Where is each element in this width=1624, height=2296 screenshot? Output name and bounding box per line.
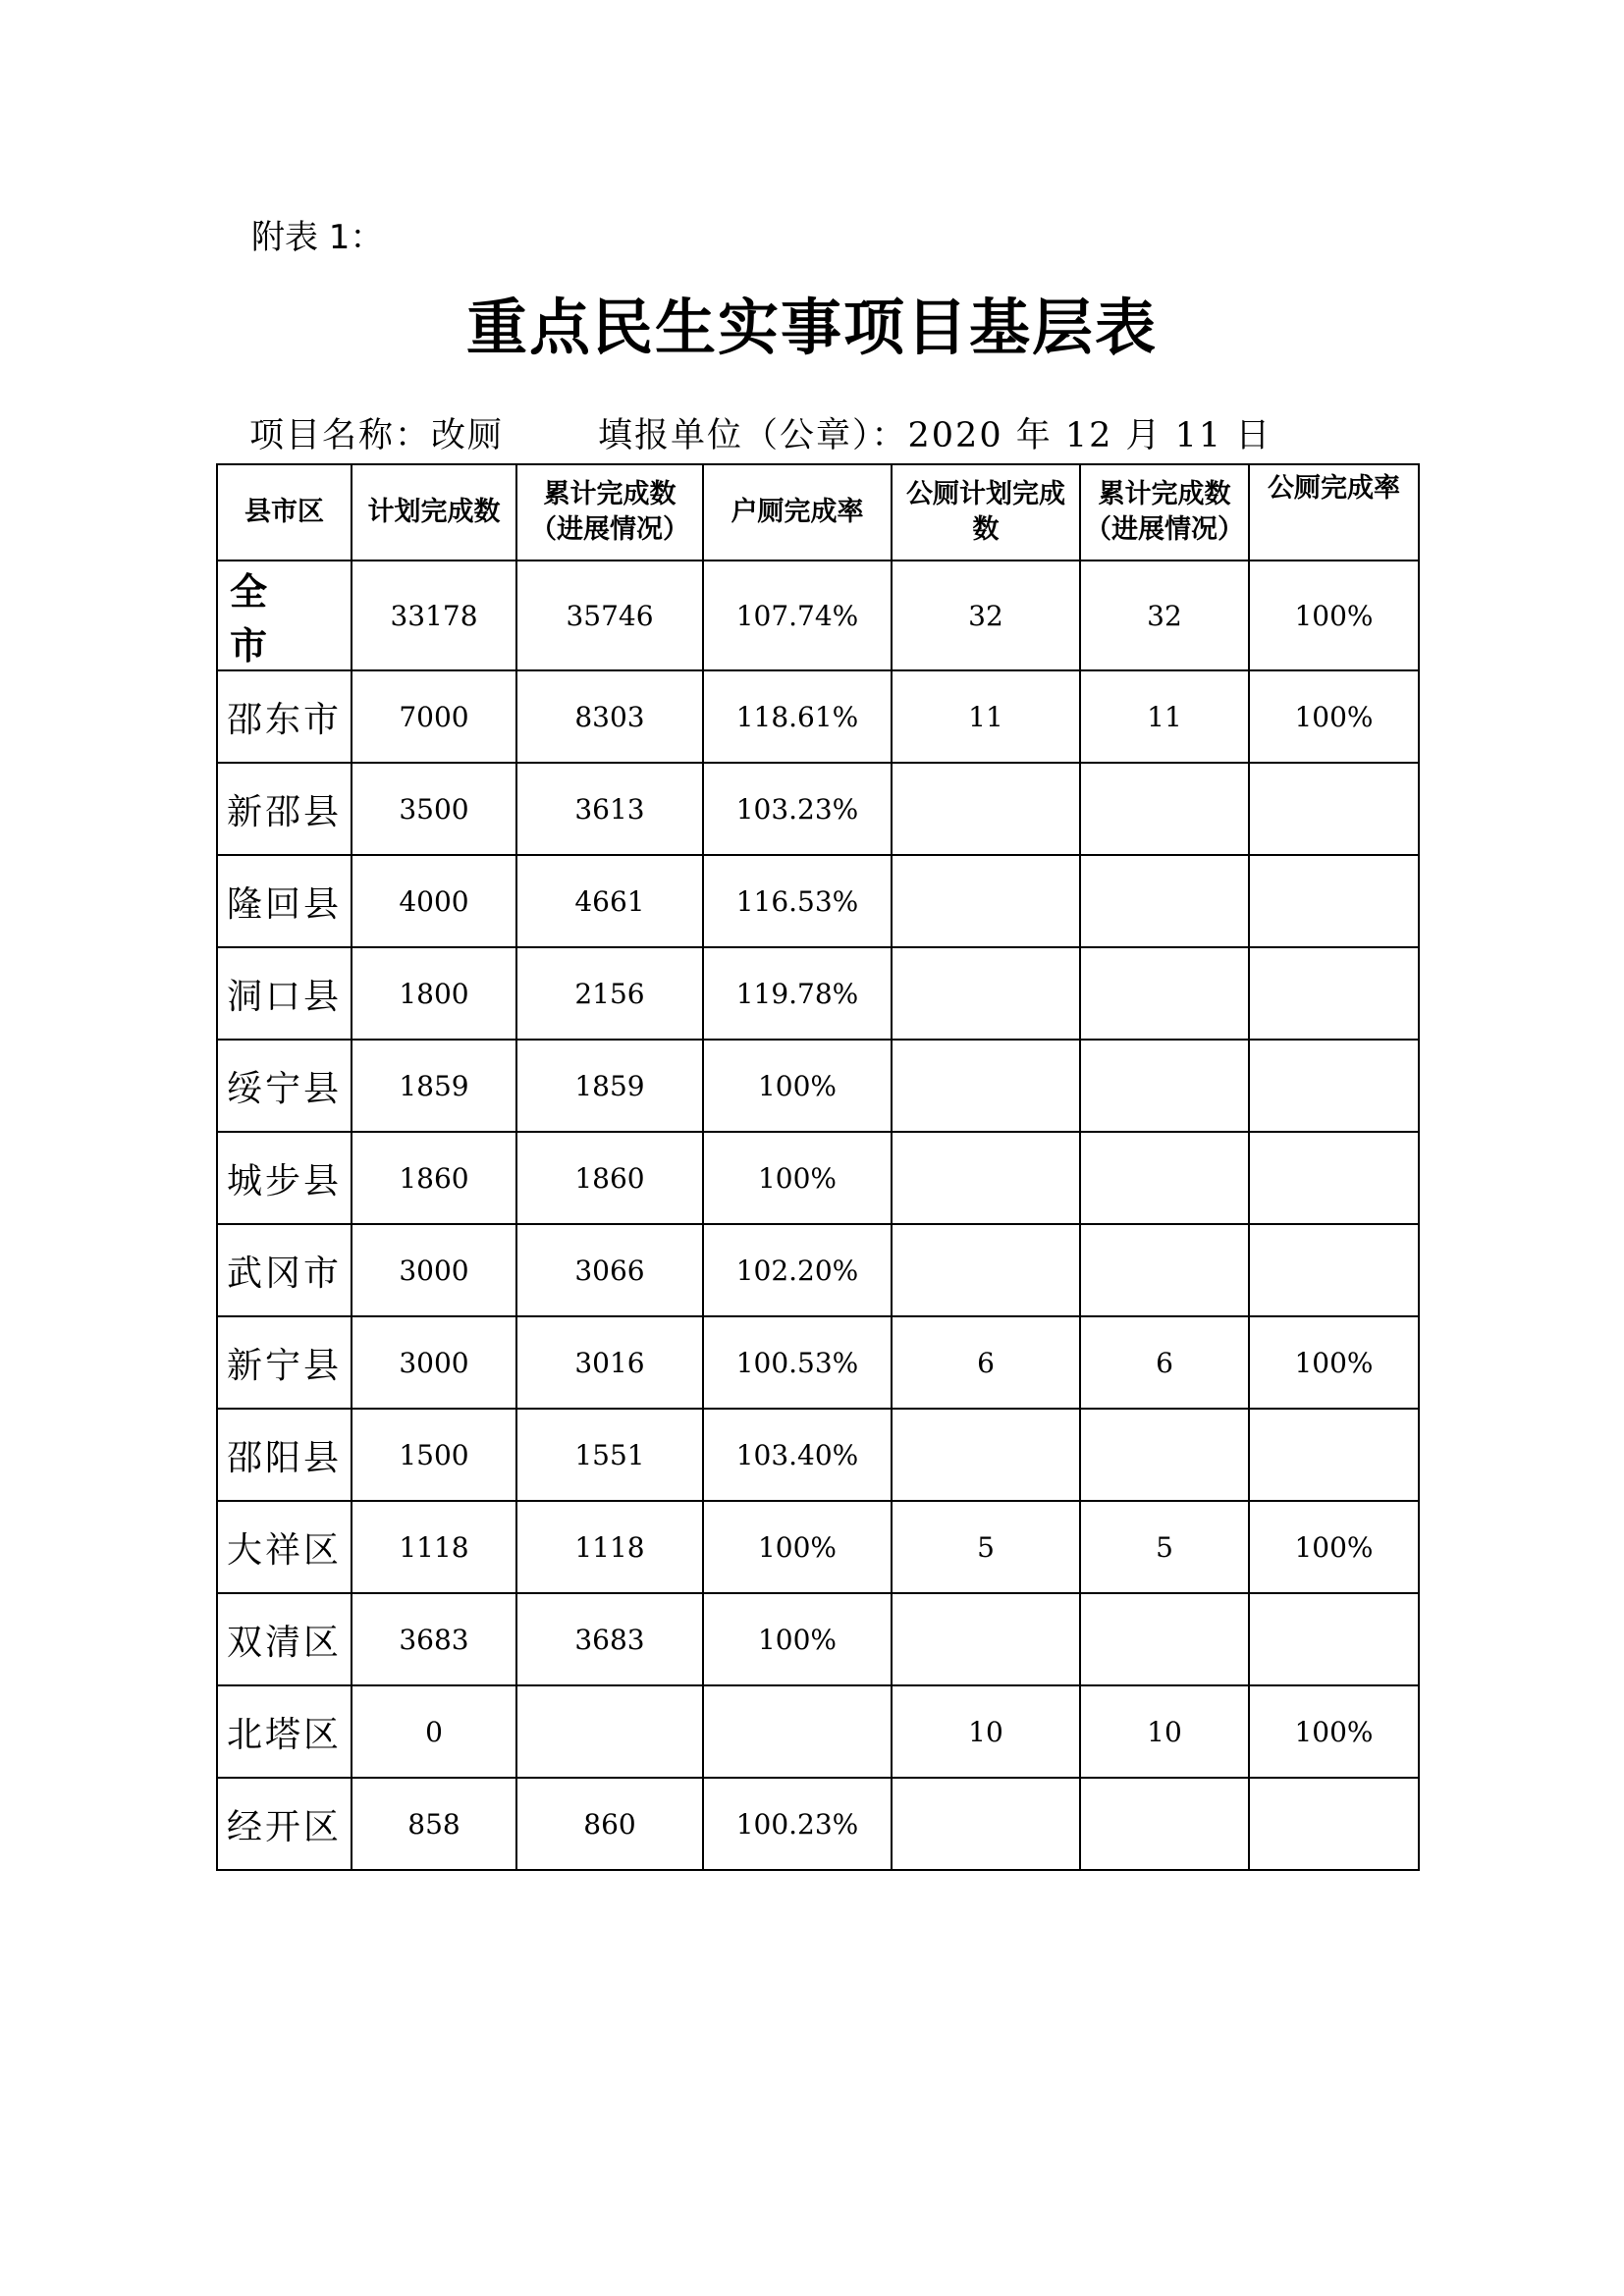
cell-public-cumulative-count: 32 bbox=[1080, 561, 1249, 670]
cell-county-name: 全市 bbox=[217, 561, 352, 670]
cell-public-cumulative-count bbox=[1080, 1040, 1249, 1132]
table-row bbox=[217, 670, 1419, 763]
cell-public-rate: 100% bbox=[1249, 1685, 1419, 1778]
cell-public-cumulative-count bbox=[1080, 855, 1249, 947]
cell-county-name: 洞口县 bbox=[217, 947, 352, 1040]
cell-public-planned-count bbox=[892, 1409, 1080, 1501]
column-header-public-rate: 公厕完成率 bbox=[1249, 464, 1419, 561]
cell-public-rate: 100% bbox=[1249, 670, 1419, 763]
column-header-county: 县市区 bbox=[217, 464, 352, 561]
cell-public-cumulative-count bbox=[1080, 1409, 1249, 1501]
cell-public-planned-count bbox=[892, 1224, 1080, 1316]
cell-household-rate: 103.23% bbox=[703, 763, 892, 855]
cell-public-cumulative-count bbox=[1080, 763, 1249, 855]
cell-planned-count: 0 bbox=[352, 1685, 516, 1778]
table-row bbox=[217, 1409, 1419, 1501]
column-header-planned: 计划完成数 bbox=[352, 464, 516, 561]
table-row-total bbox=[217, 561, 1419, 670]
cell-public-planned-count: 10 bbox=[892, 1685, 1080, 1778]
cell-household-rate: 100% bbox=[703, 1501, 892, 1593]
cell-cumulative-count: 3613 bbox=[516, 763, 703, 855]
cell-public-planned-count: 5 bbox=[892, 1501, 1080, 1593]
cell-household-rate: 116.53% bbox=[703, 855, 892, 947]
cell-public-rate bbox=[1249, 1040, 1419, 1132]
cell-public-planned-count bbox=[892, 855, 1080, 947]
project-name-label: 项目名称：改厕 bbox=[249, 416, 505, 455]
cell-county-name: 新邵县 bbox=[217, 763, 352, 855]
cell-cumulative-count: 3066 bbox=[516, 1224, 703, 1316]
column-header-public-cumulative: 累计完成数 （进展情况） bbox=[1080, 464, 1249, 561]
cell-cumulative-count: 3016 bbox=[516, 1316, 703, 1409]
cell-public-cumulative-count bbox=[1080, 1132, 1249, 1224]
cell-county-name: 双清区 bbox=[217, 1593, 352, 1685]
cell-planned-count: 3000 bbox=[352, 1316, 516, 1409]
cell-public-planned-count bbox=[892, 947, 1080, 1040]
cell-household-rate: 100% bbox=[703, 1132, 892, 1224]
table-body bbox=[217, 561, 1419, 1870]
cell-public-rate bbox=[1249, 763, 1419, 855]
cell-county-name: 绥宁县 bbox=[217, 1040, 352, 1132]
table-row bbox=[217, 947, 1419, 1040]
cell-household-rate: 100.53% bbox=[703, 1316, 892, 1409]
cell-planned-count: 7000 bbox=[352, 670, 516, 763]
cell-cumulative-count: 1860 bbox=[516, 1132, 703, 1224]
progress-table bbox=[216, 463, 1420, 1871]
cell-planned-count: 3683 bbox=[352, 1593, 516, 1685]
cell-planned-count: 1500 bbox=[352, 1409, 516, 1501]
cell-cumulative-count: 35746 bbox=[516, 561, 703, 670]
column-header-public-planned: 公厕计划完成 数 bbox=[892, 464, 1080, 561]
cell-public-planned-count: 6 bbox=[892, 1316, 1080, 1409]
table-row bbox=[217, 1316, 1419, 1409]
cell-county-name: 大祥区 bbox=[217, 1501, 352, 1593]
cell-cumulative-count bbox=[516, 1685, 703, 1778]
cell-cumulative-count: 2156 bbox=[516, 947, 703, 1040]
cell-public-rate bbox=[1249, 1409, 1419, 1501]
cell-planned-count: 1118 bbox=[352, 1501, 516, 1593]
cell-public-cumulative-count: 6 bbox=[1080, 1316, 1249, 1409]
cell-public-cumulative-count bbox=[1080, 1593, 1249, 1685]
cell-county-name: 城步县 bbox=[217, 1132, 352, 1224]
cell-public-planned-count bbox=[892, 1593, 1080, 1685]
cell-household-rate: 107.74% bbox=[703, 561, 892, 670]
cell-household-rate: 100.23% bbox=[703, 1778, 892, 1870]
cell-county-name: 隆回县 bbox=[217, 855, 352, 947]
cell-public-rate bbox=[1249, 1778, 1419, 1870]
cell-county-name: 北塔区 bbox=[217, 1685, 352, 1778]
cell-planned-count: 858 bbox=[352, 1778, 516, 1870]
cell-household-rate: 119.78% bbox=[703, 947, 892, 1040]
table-row bbox=[217, 1040, 1419, 1132]
cell-county-name: 邵东市 bbox=[217, 670, 352, 763]
table-row bbox=[217, 1132, 1419, 1224]
reporting-unit-date-label: 填报单位（公章）：2020 年 12 月 11 日 bbox=[598, 416, 1272, 455]
cell-cumulative-count: 4661 bbox=[516, 855, 703, 947]
cell-public-rate bbox=[1249, 855, 1419, 947]
cell-household-rate: 100% bbox=[703, 1040, 892, 1132]
column-header-household-rate: 户厕完成率 bbox=[703, 464, 892, 561]
cell-planned-count: 1859 bbox=[352, 1040, 516, 1132]
cell-household-rate: 103.40% bbox=[703, 1409, 892, 1501]
cell-household-rate: 102.20% bbox=[703, 1224, 892, 1316]
cell-county-name: 邵阳县 bbox=[217, 1409, 352, 1501]
cell-county-name: 武冈市 bbox=[217, 1224, 352, 1316]
cell-planned-count: 1860 bbox=[352, 1132, 516, 1224]
cell-county-name: 经开区 bbox=[217, 1778, 352, 1870]
table-row bbox=[217, 1224, 1419, 1316]
cell-public-cumulative-count: 11 bbox=[1080, 670, 1249, 763]
cell-cumulative-count: 1551 bbox=[516, 1409, 703, 1501]
cell-planned-count: 33178 bbox=[352, 561, 516, 670]
cell-public-planned-count bbox=[892, 1778, 1080, 1870]
cell-public-cumulative-count bbox=[1080, 1778, 1249, 1870]
cell-public-rate: 100% bbox=[1249, 561, 1419, 670]
table-row bbox=[217, 1593, 1419, 1685]
table-row bbox=[217, 1685, 1419, 1778]
cell-public-rate bbox=[1249, 1132, 1419, 1224]
cell-public-planned-count: 11 bbox=[892, 670, 1080, 763]
cell-public-cumulative-count bbox=[1080, 1224, 1249, 1316]
table-row bbox=[217, 1501, 1419, 1593]
cell-public-planned-count: 32 bbox=[892, 561, 1080, 670]
cell-planned-count: 4000 bbox=[352, 855, 516, 947]
cell-cumulative-count: 3683 bbox=[516, 1593, 703, 1685]
cell-cumulative-count: 1118 bbox=[516, 1501, 703, 1593]
cell-household-rate: 100% bbox=[703, 1593, 892, 1685]
table-row bbox=[217, 855, 1419, 947]
cell-public-cumulative-count bbox=[1080, 947, 1249, 1040]
cell-public-cumulative-count: 5 bbox=[1080, 1501, 1249, 1593]
page-title: 重点民生实事项目基层表 bbox=[465, 292, 1158, 363]
cell-household-rate: 118.61% bbox=[703, 670, 892, 763]
cell-cumulative-count: 860 bbox=[516, 1778, 703, 1870]
cell-planned-count: 1800 bbox=[352, 947, 516, 1040]
form-meta-line bbox=[249, 414, 1272, 457]
cell-public-planned-count bbox=[892, 1040, 1080, 1132]
cell-planned-count: 3500 bbox=[352, 763, 516, 855]
cell-public-rate: 100% bbox=[1249, 1316, 1419, 1409]
table-header-row bbox=[217, 464, 1419, 561]
cell-public-planned-count bbox=[892, 1132, 1080, 1224]
cell-planned-count: 3000 bbox=[352, 1224, 516, 1316]
cell-cumulative-count: 8303 bbox=[516, 670, 703, 763]
cell-public-rate bbox=[1249, 1593, 1419, 1685]
column-header-cumulative: 累计完成数 （进展情况） bbox=[516, 464, 703, 561]
cell-cumulative-count: 1859 bbox=[516, 1040, 703, 1132]
appendix-label: 附表 1： bbox=[251, 218, 384, 257]
table-row bbox=[217, 1778, 1419, 1870]
cell-household-rate bbox=[703, 1685, 892, 1778]
cell-public-cumulative-count: 10 bbox=[1080, 1685, 1249, 1778]
table-row bbox=[217, 763, 1419, 855]
cell-public-planned-count bbox=[892, 763, 1080, 855]
cell-public-rate: 100% bbox=[1249, 1501, 1419, 1593]
cell-public-rate bbox=[1249, 1224, 1419, 1316]
cell-public-rate bbox=[1249, 947, 1419, 1040]
cell-county-name: 新宁县 bbox=[217, 1316, 352, 1409]
